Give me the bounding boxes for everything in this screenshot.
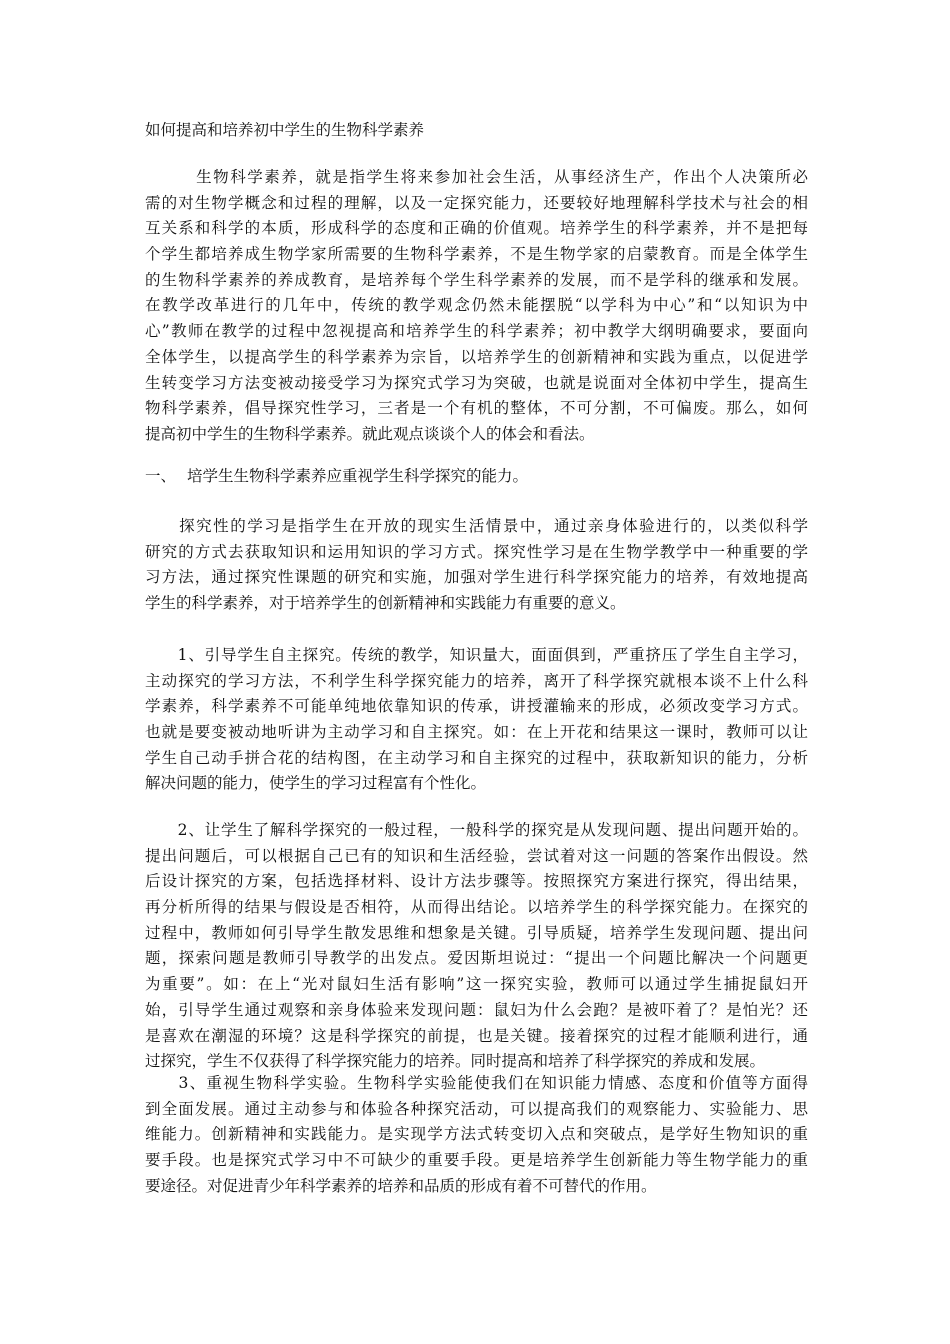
item-1-paragraph bbox=[145, 643, 808, 797]
text-line: 个学生都培养成生物学家所需要的生物科学素养，不是生物学家的启蒙教育。而是全体学生 bbox=[145, 245, 808, 264]
section-heading-text: 培学生生物科学素养应重视学生科学探究的能力。 bbox=[187, 467, 529, 485]
text-line: 提出问题后，可以根据自己已有的知识和生活经验，尝试着对这一问题的答案作出假设。然 bbox=[145, 846, 808, 865]
text-line: 主动探究的学习方法，不利学生科学探究能力的培养，离开了科学探究就根本谈不上什么科 bbox=[145, 671, 808, 690]
text-line: 生转变学习方法变被动接受学习为探究式学习为突破，也就是说面对全体初中学生，提高生 bbox=[145, 373, 808, 392]
text-line: 的生物科学素养的养成教育，是培养每个学生科学素养的发展，而不是学科的继承和发展。 bbox=[145, 270, 808, 289]
text-line: 学生自己动手拼合花的结构图，在主动学习和自主探究的过程中，获取新知识的能力，分析 bbox=[145, 748, 808, 767]
intro-paragraph bbox=[145, 165, 808, 448]
text-line: 也就是要变被动地听讲为主动学习和自主探究。如：在上开花和结果这一课时，教师可以让 bbox=[145, 723, 808, 742]
item-2-paragraph bbox=[145, 818, 808, 1075]
text-line: 研究的方式去获取知识和运用知识的学习方式。探究性学习是在生物学教学中一种重要的学 bbox=[145, 542, 808, 561]
inquiry-paragraph bbox=[145, 514, 808, 617]
text-line: 心”教师在教学的过程中忽视提高和培养学生的科学素养；初中教学大纲明确要求，要面向 bbox=[145, 322, 808, 341]
text-line: 全体学生，以提高学生的科学素养为宗旨，以培养学生的创新精神和实践为重点，以促进学 bbox=[145, 347, 808, 366]
text-line: 生物科学素养，就是指学生将来参加社会生活，从事经济生产，作出个人决策所必 bbox=[145, 168, 808, 186]
text-line: 需的对生物学概念和过程的理解，以及一定探究能力，还要较好地理解科学技术与社会的相 bbox=[145, 193, 808, 212]
text-line: 提高初中学生的生物科学素养。就此观点谈谈个人的体会和看法。 bbox=[145, 424, 595, 443]
section-number: 一、 bbox=[145, 467, 177, 485]
text-line: 维能力。创新精神和实践能力。是实现学方法式转变切入点和突破点，是学好生物知识的重 bbox=[145, 1125, 808, 1144]
text-line: 过探究，学生不仅获得了科学探究能力的培养。同时提高和培养了科学探究的养成和发展。 bbox=[145, 1052, 766, 1071]
text-line: 在教学改革进行的几年中，传统的教学观念仍然未能摆脱“以学科为中心”和“以知识为中 bbox=[145, 296, 808, 315]
text-line: 物科学素养，倡导探究性学习，三者是一个有机的整体，不可分割，不可偏废。那么，如何 bbox=[145, 399, 808, 418]
text-line: 2、让学生了解科学探究的一般过程，一般科学的探究是从发现问题、提出问题开始的。 bbox=[145, 821, 808, 839]
text-line: 再分析所得的结果与假设是否相符，从而得出结论。以培养学生的科学探究能力。在探究的 bbox=[145, 898, 808, 917]
text-line: 题，探索问题是教师引导教学的出发点。爱因斯坦说过：“提出一个问题比解决一个问题更 bbox=[145, 949, 808, 968]
text-line: 1、引导学生自主探究。传统的教学，知识量大，面面俱到，严重挤压了学生自主学习， bbox=[145, 646, 808, 664]
document-title: 如何提高和培养初中学生的生物科学素养 bbox=[145, 121, 425, 139]
text-line: 互关系和科学的本质，形成科学的态度和正确的价值观。培养学生的科学素养，并不是把每 bbox=[145, 219, 808, 238]
text-line: 后设计探究的方案，包括选择材料、设计方法步骤等。按照探究方案进行探究，得出结果， bbox=[145, 872, 808, 891]
text-line: 要途径。对促进青少年科学素养的培养和品质的形成有着不可替代的作用。 bbox=[145, 1176, 657, 1195]
text-line: 是喜欢在潮湿的环境？这是科学探究的前提，也是关键。接着探究的过程才能顺利进行，通 bbox=[145, 1026, 808, 1045]
text-line: 学素养，科学素养不可能单纯地依靠知识的传承，讲授灌输来的形成，必须改变学习方式。 bbox=[145, 697, 808, 716]
text-line: 始，引导学生通过观察和亲身体验来发现问题：鼠妇为什么会跑？是被吓着了？是怕光？还 bbox=[145, 1000, 808, 1019]
text-line: 到全面发展。通过主动参与和体验各种探究活动，可以提高我们的观察能力、实验能力、思 bbox=[145, 1099, 808, 1118]
text-line: 为重要”。如：在上“光对鼠妇生活有影响”这一探究实验，教师可以通过学生捕捉鼠妇开 bbox=[145, 975, 808, 994]
text-line: 学生的科学素养，对于培养学生的创新精神和实践能力有重要的意义。 bbox=[145, 594, 626, 613]
text-line: 3、重视生物科学实验。生物科学实验能使我们在知识能力情感、态度和价值等方面得 bbox=[145, 1074, 808, 1092]
text-line: 习方法，通过探究性课题的研究和实施，加强对学生进行科学探究能力的培养，有效地提高 bbox=[145, 568, 808, 587]
text-line: 探究性的学习是指学生在开放的现实生活情景中，通过亲身体验进行的，以类似科学 bbox=[145, 517, 808, 535]
text-line: 解决问题的能力，使学生的学习过程富有个性化。 bbox=[145, 774, 487, 793]
text-line: 要手段。也是探究式学习中不可缺少的重要手段。更是培养学生创新能力等生物学能力的重 bbox=[145, 1151, 808, 1170]
section-heading bbox=[145, 464, 528, 488]
text-line: 过程中，教师如何引导学生散发思维和想象是关键。引导质疑，培养学生发现问题、提出问 bbox=[145, 923, 808, 942]
item-3-paragraph bbox=[145, 1071, 808, 1199]
